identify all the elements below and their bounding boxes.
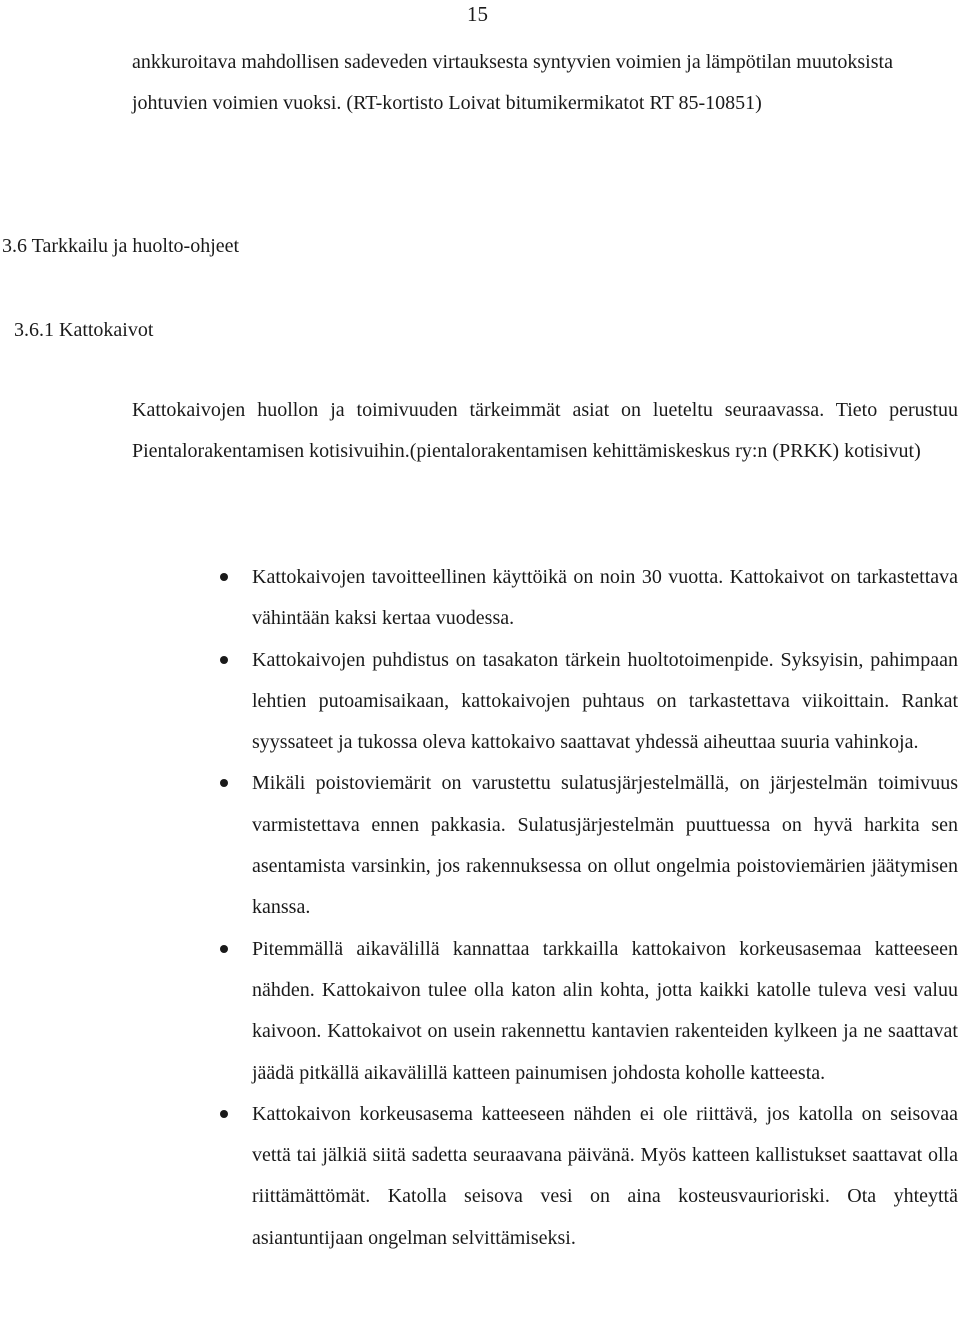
list-item-text: Kattokaivon korkeusasema katteeseen nähden ei ole riittävä, jos katolla on seisovaa vettä tai jälkiä siitä sadetta seuraavana päivänä. Myös katteen kallistukset saattavat olla riittämättömät. Katolla seisova vesi on aina kosteusvaurioriski. Ota yhteyttä asiantuntijaan ongelman selvittämiseksi. [252, 1102, 958, 1249]
bullet-icon [220, 656, 228, 664]
list-item [216, 557, 958, 640]
bullet-icon [220, 779, 228, 787]
section-heading: 3.6 Tarkkailu ja huolto-ohjeet [2, 235, 240, 257]
list-item [216, 929, 958, 1094]
page-number: 15 [467, 2, 488, 26]
bullet-icon [220, 945, 228, 953]
bullet-list [216, 557, 958, 1259]
subsection-heading: 3.6.1 Kattokaivot [14, 319, 154, 341]
intro-paragraph: ankkuroitava mahdollisen sadeveden virtauksesta syntyvien voimien ja lämpötilan muutoksista johtuvien voimien vuoksi. (RT-kortisto Loivat bitumikermikatot RT 85-10851) [132, 51, 893, 114]
list-item-text: Mikäli poistoviemärit on varustettu sulatusjärjestelmällä, on järjestelmän toimivuus varmistettava ennen pakkasia. Sulatusjärjestelmän puuttuessa on hyvä harkita sen asentamista varsinkin, jos rakennuksessa on ollut ongelmia poistoviemärien jäätymisen kanssa. [252, 772, 958, 919]
bullet-icon [220, 1110, 228, 1118]
list-item [216, 763, 958, 928]
list-item [216, 640, 958, 764]
list-item-text: Kattokaivojen tavoitteellinen käyttöikä on noin 30 vuotta. Kattokaivot on tarkastettava vähintään kaksi kertaa vuodessa. [252, 566, 958, 630]
list-item-text: Pitemmällä aikavälillä kannattaa tarkkailla kattokaivon korkeusasemaa katteeseen nähden. Kattokaivon tulee olla katon alin kohta, jotta kaikki katolle tuleva vesi valuu kaivoon. Kattokaivot on usein rakennettu kantavien rakenteiden kylkeen ja ne saattavat jäädä pitkällä aikavälillä katteen painumisen johdosta koholle katteesta. [252, 937, 958, 1084]
section-paragraph: Kattokaivojen huollon ja toimivuuden tärkeimmät asiat on lueteltu seuraavassa. Tieto perustuu Pientalorakentamisen kotisivuihin.(pientalorakentamisen kehittämiskeskus ry:n (PRKK) kotisivut) [132, 399, 958, 462]
list-item [216, 1094, 958, 1259]
bullet-icon [220, 573, 228, 581]
list-item-text: Kattokaivojen puhdistus on tasakaton tärkein huoltotoimenpide. Syksyisin, pahimpaan lehtien putoamisaikaan, kattokaivojen puhtaus on tarkastettava viikoittain. Rankat syyssateet ja tukossa oleva kattokaivo saattavat yhdessä aiheuttaa suuria vahinkoja. [252, 648, 958, 754]
